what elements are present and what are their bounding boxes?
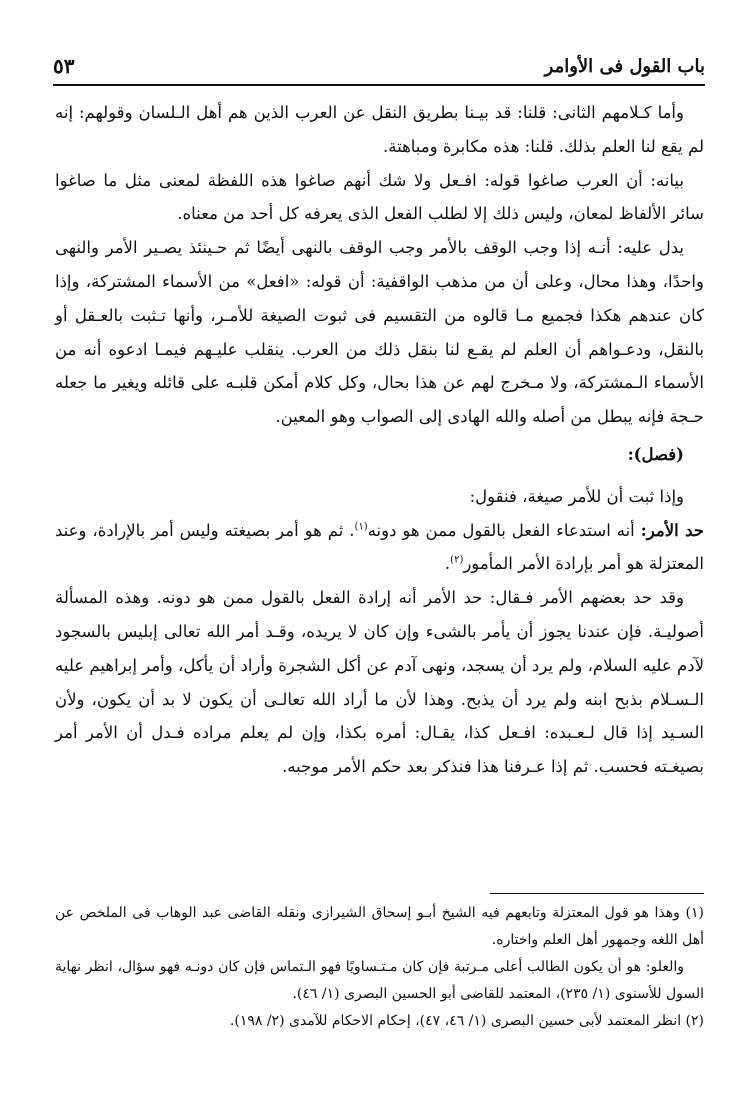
main-text <box>55 96 704 784</box>
footnote-1-continued: والعلو: هو أن يكون الطالب أعلى مـرتبة فإن كان مـتـساويًا فهو الـتماس فإن كان دونـه فهو سؤال، انظر نهاية السول للأسنوى (١/ ٢٣٥)، المعتمد للقاضى أبو الحسين البصرى (١/ ٤٦). <box>55 959 704 1002</box>
footnote-ref-2[interactable]: (٢) <box>450 554 464 566</box>
footnote-ref-1[interactable]: (١) <box>354 521 368 533</box>
definition-term: حد الأمر: <box>640 520 704 540</box>
page-number: ٥٣ <box>53 54 75 78</box>
footnote-divider <box>490 893 704 894</box>
paragraph-4: وإذا ثبت أن للأمر صيغة، فنقول: <box>469 486 684 506</box>
footnote-2: (٢) انظر المعتمد لأبى حسين البصرى (١/ ٤٦، ٤٧)، إحكام الاحكام للآمدى (٢/ ١٩٨). <box>229 1013 704 1029</box>
paragraph-3: يدل عليه: أنـه إذا وجب الوقف بالأمر وجب الوقف بالنهى أيضًا ثم حـينئذ يصـير الأمر والنهى واحدًا، وهذا محال، وعلى أن من مذهب الواقفية: أن قوله: «افعل» من الأسماء المشتركة، وإذا كان عندهم هكذا فجميع مـا قالوه من التقسيم فى ثبوت الصيغة للأمـر، وأنها تـثبت بالعـقل أو بالنقل، ودعـواهم أن العلم لم يقـع لنا بنقل ذلك من العرب. ينقلب عليـهم فيمـا ادعوه أنه من الأسماء الـمشتركة، ولا مـخرج لهم عن هذا بحال، وكل كلام أمكن قلبـه على قائله ويغير ما جعله حـجة فإنه يبطل من أصله والله الهادى إلى الصواب وهو المعين. <box>55 238 704 427</box>
header-divider <box>53 84 705 86</box>
paragraph-5-text-a: أنه استدعاء الفعل بالقول ممن هو دونه <box>367 520 641 540</box>
paragraph-6: وقد حد بعضهم الأمر فـقال: حد الأمر أنه إرادة الفعل بالقول ممن هو دونه. وهذه المسألة أصوليـة. فإن عندنا يجوز أن يأمر بالشىء وإن كان لا يريده، وقـد أمر الله تعالى إبليس بالسجود لآدم عليه السلام، ولم يرد أن يسجد، ونهى آدم عن أكل الشجرة وأراد أن يأكل، وأمر إبراهيم عليه الـسـلام بذبح ابنه ولم يرد أن يذبح. وهذا لأن ما أراد الله تعالـى أن يكون لا بد أن يكون، ولأن السـيد إذا قال لـعـبده: افـعل كذا، يقـال: أمره بكذا، وإن لم يعلم مراده فـدل أن الأمر أمر بصيغـته فحسب. ثم إذا عـرفنا هذا فنذكر بعد حكم الأمر موجبه. <box>55 588 704 777</box>
chapter-title: باب القول فى الأوامر <box>544 56 705 77</box>
paragraph-5-text-c: . <box>444 554 451 574</box>
running-header <box>53 50 705 84</box>
paragraph-5-text-b: . ثم هو أمر بصيغته وليس أمر بالإرادة، وعند المعتزلة هو أمر بإرادة الأمر المأمور <box>55 520 704 574</box>
footnotes <box>55 900 704 1035</box>
paragraph-1: وأما كـلامهم الثانى: قلنا: قد بيـنا بطريق النقل عن العرب الذين هم أهل الـلسان وقولهم: إنه لم يقع لنا العلم بذلك. قلنا: هذه مكابرة ومباهتة. <box>55 103 704 156</box>
footnote-1: (١) وهذا هو قول المعتزلة وتابعهم فيه الشيخ أبـو إسحاق الشيرازى ونقله القاضى عبد الوهاب فى الملخص عن أهل اللغه وجمهور أهل العلم واختاره. <box>55 905 704 948</box>
paragraph-5 <box>55 514 704 582</box>
paragraph-2: بيانه: أن العرب صاغوا قوله: افـعل ولا شك أنهم صاغوا هذه اللفظة لمعنى مثل ما صاغوا سائر الألفاظ لمعان، وليس ذلك إلا لطلب الفعل الذى يعرفه كل أحد من معناه. <box>55 170 704 224</box>
section-heading: (فصل): <box>627 444 684 464</box>
